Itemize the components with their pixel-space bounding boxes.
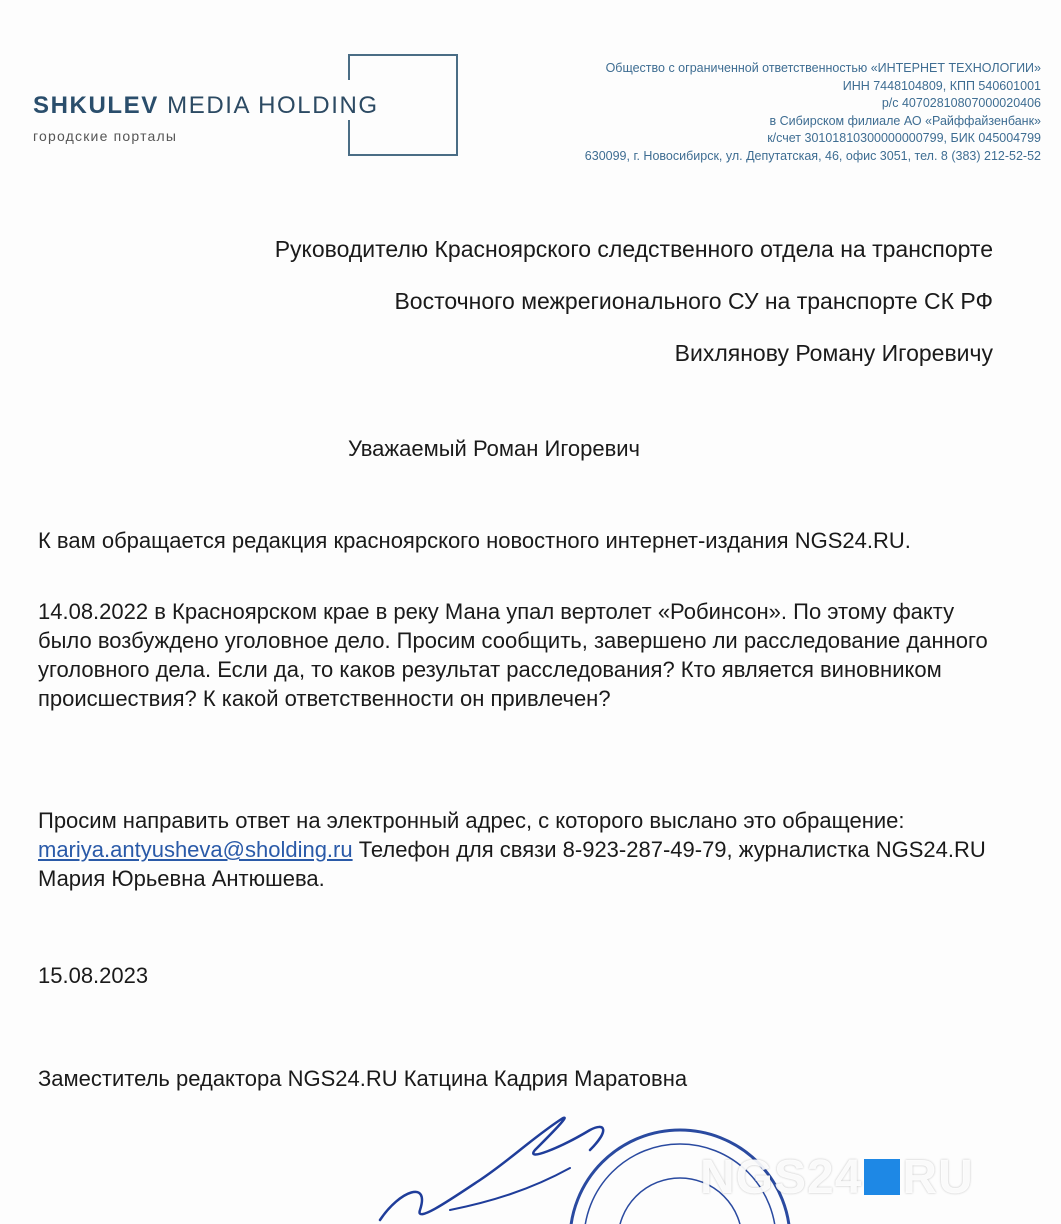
paragraph-intro: К вам обращается редакция красноярского новостного интернет-издания NGS24.RU. [38,528,911,553]
paragraph-request: 14.08.2022 в Красноярском крае в реку Мана упал вертолет «Робинсон». По этому факту было возбуждено уголовное дело. Просим сообщить, завершено ли расследование данного уголовного дела. Если да, то каков результат расследования? Кто является виновником происшествия? К какой ответственности он привлечен? [38,599,988,711]
watermark-right: RU [902,1151,974,1204]
contact-text-after: Телефон для связи 8-923-287-49-79, журналистка NGS24.RU Мария Юрьевна Антюшева. [38,837,986,891]
requisite-line: Общество с ограниченной ответственностью «ИНТЕРНЕТ ТЕХНОЛОГИИ» [605,61,1041,75]
signature-line: Заместитель редактора NGS24.RU Катцина Кадрия Маратовна [38,1066,688,1091]
paragraph-contact [38,806,998,893]
logo-title [33,92,379,120]
addressee-block [275,236,993,392]
addressee-line: Руководителю Красноярского следственного отдела на транспорте [274,236,993,262]
watermark-square [864,1159,900,1195]
logo-subtitle: городские порталы [33,128,178,144]
requisite-line: 630099, г. Новосибирск, ул. Депутатская, 46, офис 3051, тел. 8 (383) 212-52-52 [584,148,1041,163]
addressee-line: Вихлянову Роману Игоревичу [674,340,993,366]
requisite-line: в Сибирском филиале АО «Райффайзенбанк» [769,113,1041,128]
addressee-line: Восточного межрегионального СУ на транспорте СК РФ [394,288,993,314]
requisite-line: к/счет 30101810300000000799, БИК 045004799 [767,131,1041,146]
logo-rest: MEDIA HOLDING [158,92,379,119]
email-link[interactable]: mariya.antyusheva@sholding.ru [38,837,353,862]
company-requisites [585,60,1041,166]
watermark-left: NGS24 [700,1151,863,1204]
requisite-line: ИНН 7448104809, КПП 540601001 [842,78,1041,93]
logo-brand: SHKULEV [33,92,159,119]
watermark-logo [700,1150,974,1205]
letter-date: 15.08.2023 [38,963,149,988]
contact-text-before: Просим направить ответ на электронный адрес, с которого выслано это обращение: [38,808,905,833]
requisite-line: р/с 40702810807000020406 [881,96,1041,111]
greeting: Уважаемый Роман Игоревич [348,436,641,461]
